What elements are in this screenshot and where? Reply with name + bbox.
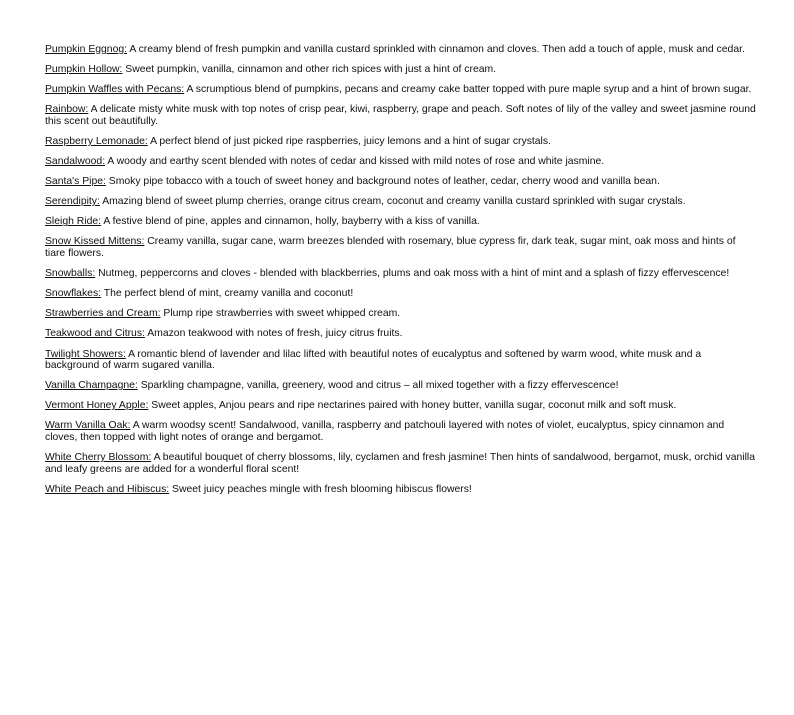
scent-entry-strawberries-and-cream — [45, 308, 757, 320]
scent-description: Amazing blend of sweet plump cherries, orange citrus cream, coconut and creamy vanilla custard sprinkled with sugar crystals. — [99, 196, 686, 208]
scent-name: Snow Kissed Mittens: — [45, 236, 145, 248]
scent-description: Sweet apples, Anjou pears and ripe nectarines paired with honey butter, vanilla sugar, coconut milk and soft musk. — [148, 400, 677, 412]
scent-name: Santa's Pipe: — [45, 176, 106, 188]
scent-description: Sweet pumpkin, vanilla, cinnamon and other rich spices with just a hint of cream. — [122, 64, 497, 76]
scent-entry-snow-kissed-mittens — [45, 236, 757, 259]
scent-description: Sweet juicy peaches mingle with fresh blooming hibiscus flowers! — [169, 483, 472, 495]
scent-entry-white-peach-and-hibiscus — [45, 484, 757, 496]
scent-entry-vermont-honey-apple — [45, 400, 757, 412]
scent-entry-twilight-showers — [45, 349, 757, 372]
scent-entry-vanilla-champagne — [45, 380, 757, 392]
scent-description: Sparkling champagne, vanilla, greenery, wood and citrus – all mixed together with a fizzy effervescence! — [137, 380, 619, 392]
scent-description: Creamy vanilla, sugar cane, warm breezes blended with rosemary, blue cypress fir, dark teak, sugar mint, oak moss and hints of tiare flowers. — [45, 236, 736, 260]
scent-name: Vermont Honey Apple: — [45, 400, 149, 412]
scent-name: Twilight Showers: — [45, 348, 126, 360]
scent-list — [45, 44, 757, 504]
scent-description: A creamy blend of fresh pumpkin and vanilla custard sprinkled with cinnamon and cloves. Then add a touch of apple, musk and cedar. — [127, 44, 745, 55]
scent-name: Snowflakes: — [45, 288, 102, 300]
scent-name: White Peach and Hibiscus: — [45, 483, 170, 495]
scent-entry-snowballs — [45, 268, 757, 280]
scent-description: A perfect blend of just picked ripe raspberries, juicy lemons and a hint of sugar crystals. — [147, 135, 551, 147]
scent-entry-pumpkin-waffles — [45, 84, 757, 96]
scent-entry-warm-vanilla-oak — [45, 420, 757, 443]
scent-name: Rainbow: — [45, 104, 89, 116]
scent-entry-snowflakes — [45, 288, 757, 300]
scent-entry-sandalwood — [45, 156, 757, 168]
scent-entry-white-cherry-blossom — [45, 452, 757, 475]
scent-description: Plump ripe strawberries with sweet whipped cream. — [160, 308, 401, 320]
scent-name: Pumpkin Hollow: — [45, 64, 123, 76]
scent-entry-serendipity — [45, 196, 757, 208]
scent-description: A scrumptious blend of pumpkins, pecans and creamy cake batter topped with pure maple syrup and a hint of brown sugar. — [184, 84, 752, 96]
scent-description: A delicate misty white musk with top notes of crisp pear, kiwi, raspberry, grape and peach. Soft notes of lily of the valley and sweet jasmine round this scent out beautifully. — [45, 104, 756, 127]
scent-name: Pumpkin Eggnog: — [45, 44, 128, 55]
scent-name: Teakwood and Citrus: — [45, 328, 145, 340]
scent-description: A festive blend of pine, apples and cinnamon, holly, bayberry with a kiss of vanilla. — [101, 216, 480, 228]
scent-description: A beautiful bouquet of cherry blossoms, lily, cyclamen and fresh jasmine! Then hints of sandalwood, bergamot, musk, orchid vanilla and leafy greens are added for a wonderful floral scent! — [45, 452, 755, 475]
scent-name: Sandalwood: — [45, 156, 106, 168]
scent-name: Strawberries and Cream: — [45, 308, 161, 320]
scent-entry-teakwood-and-citrus — [45, 328, 757, 340]
scent-description: The perfect blend of mint, creamy vanilla and coconut! — [101, 288, 354, 300]
scent-entry-rainbow — [45, 104, 757, 127]
scent-entry-raspberry-lemonade — [45, 136, 757, 148]
scent-description: Nutmeg, peppercorns and cloves - blended with blackberries, plums and oak moss with a hint of mint and a splash of fizzy effervescence! — [95, 268, 730, 280]
scent-name: Vanilla Champagne: — [45, 380, 138, 392]
scent-entry-pumpkin-eggnog — [45, 44, 757, 56]
scent-description: Amazon teakwood with notes of fresh, juicy citrus fruits. — [144, 328, 403, 340]
scent-name: Serendipity: — [45, 196, 100, 208]
scent-name: Raspberry Lemonade: — [45, 135, 148, 147]
scent-entry-santas-pipe — [45, 176, 757, 188]
scent-name: Pumpkin Waffles with Pecans: — [45, 84, 185, 96]
scent-description: Smoky pipe tobacco with a touch of sweet honey and background notes of leather, cedar, cherry wood and vanilla bean. — [105, 176, 660, 188]
scent-description: A warm woodsy scent! Sandalwood, vanilla, raspberry and patchouli layered with notes of violet, eucalyptus, spicy cinnamon and cloves, then topped with light notes of orange and bergamot. — [45, 420, 725, 443]
scent-name: Sleigh Ride: — [45, 216, 102, 228]
scent-entry-pumpkin-hollow — [45, 64, 757, 76]
scent-name: Snowballs: — [45, 268, 96, 280]
scent-entry-sleigh-ride — [45, 216, 757, 228]
scent-description: A romantic blend of lavender and lilac lifted with beautiful notes of eucalyptus and softened by warm wood, white musk and a background of warm sugared vanilla. — [45, 348, 702, 372]
scent-name: Warm Vanilla Oak: — [45, 420, 131, 432]
scent-description: A woody and earthy scent blended with notes of cedar and kissed with mild notes of rose and white jasmine. — [105, 156, 605, 168]
scent-name: White Cherry Blossom: — [45, 452, 152, 464]
